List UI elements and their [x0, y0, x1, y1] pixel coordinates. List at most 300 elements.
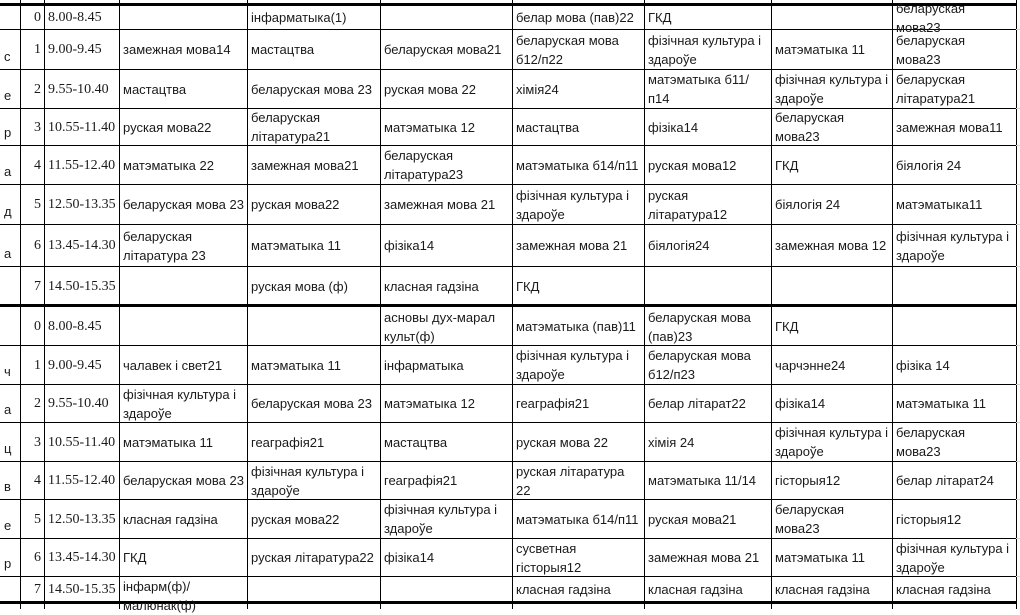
- lesson-cell-text: фізічная культура і здароўе: [384, 502, 498, 536]
- lesson-cell[interactable]: [381, 146, 512, 184]
- lesson-cell-text: фізічная культура і здароўе: [775, 425, 889, 459]
- lesson-number-cell-text: 0: [34, 10, 41, 25]
- lesson-cell[interactable]: [120, 462, 247, 499]
- lesson-cell-text: фізічная культура і здароўе: [123, 386, 237, 421]
- lesson-cell[interactable]: [248, 30, 380, 69]
- lesson-cell-text: матэматыка (пав)11: [516, 319, 636, 334]
- lesson-cell[interactable]: [645, 6, 771, 29]
- lesson-cell-text: беларуская мова21: [384, 42, 502, 57]
- lesson-time-cell[interactable]: [45, 462, 119, 499]
- lesson-cell[interactable]: [772, 30, 892, 69]
- lesson-cell[interactable]: [381, 30, 512, 69]
- lesson-cell[interactable]: [381, 385, 512, 422]
- lesson-cell[interactable]: [513, 423, 644, 461]
- lesson-number-cell[interactable]: [21, 30, 44, 69]
- lesson-cell[interactable]: [120, 423, 247, 461]
- day-letter-cell[interactable]: [1, 267, 20, 305]
- lesson-cell-text: фізіка14: [384, 550, 435, 565]
- lesson-cell-text: фізічная культура і здароўе: [516, 348, 630, 382]
- lesson-cell[interactable]: [772, 6, 892, 29]
- lesson-time-cell-text: 12.50-13.35: [48, 197, 116, 212]
- lesson-cell-text: інфарм(ф)/малюнак(ф): [123, 579, 196, 613]
- lesson-cell-text: замежная мова 21: [648, 550, 760, 565]
- lesson-cell-text: замежная мова 21: [516, 238, 628, 253]
- lesson-cell-text: фізічная культура і здароўе: [896, 228, 1010, 263]
- lesson-cell[interactable]: [772, 346, 892, 384]
- lesson-cell[interactable]: [893, 30, 1016, 69]
- lesson-time-cell[interactable]: [45, 539, 119, 576]
- lesson-time-cell-text: 10.55-11.40: [48, 119, 116, 135]
- lesson-cell[interactable]: [381, 185, 512, 224]
- lesson-time-cell[interactable]: [45, 70, 119, 108]
- lesson-cell-text: мастацтва: [123, 81, 187, 97]
- lesson-time-cell[interactable]: [45, 346, 119, 384]
- lesson-number-cell[interactable]: [21, 462, 44, 499]
- lesson-cell-text: руская мова22: [251, 511, 340, 527]
- lesson-cell[interactable]: [120, 146, 247, 184]
- lesson-cell[interactable]: [893, 308, 1016, 345]
- day-letter-cell[interactable]: [1, 539, 20, 576]
- lesson-cell[interactable]: [645, 385, 771, 422]
- lesson-cell[interactable]: [772, 267, 892, 305]
- lesson-cell[interactable]: [893, 462, 1016, 499]
- lesson-cell[interactable]: [120, 577, 247, 613]
- lesson-time-cell[interactable]: [45, 6, 119, 29]
- lesson-cell[interactable]: [513, 146, 644, 184]
- day-letter-cell[interactable]: [1, 30, 20, 69]
- excel-gridline: [1016, 184, 1020, 185]
- lesson-time-cell-text: 13.45-14.30: [48, 238, 116, 253]
- lesson-cell[interactable]: [893, 385, 1016, 422]
- lesson-cell[interactable]: [772, 385, 892, 422]
- lesson-cell-text: руская мова 22: [384, 81, 477, 97]
- lesson-cell[interactable]: [248, 462, 380, 499]
- lesson-cell-text: беларуская мова23: [896, 425, 966, 459]
- lesson-cell-text: матэматыка 11: [896, 396, 986, 411]
- lesson-cell[interactable]: [120, 30, 247, 69]
- lesson-cell[interactable]: [120, 6, 247, 29]
- lesson-cell[interactable]: [645, 577, 771, 601]
- excel-gridline: [1016, 422, 1020, 423]
- lesson-cell-text: хімія 24: [648, 434, 695, 450]
- lesson-cell[interactable]: [248, 185, 380, 224]
- lesson-time-cell-text: 11.55-12.40: [48, 473, 116, 488]
- lesson-cell-text: хімія24: [516, 81, 559, 97]
- lesson-cell-text: сусветная гісторыя12: [516, 540, 582, 575]
- lesson-cell-text: руская мова22: [251, 197, 340, 212]
- lesson-number-cell[interactable]: [21, 308, 44, 345]
- lesson-cell[interactable]: [381, 109, 512, 145]
- lesson-number-cell[interactable]: [21, 385, 44, 422]
- lesson-cell-text: матэматыка 11: [775, 550, 865, 565]
- day-letter-cell[interactable]: [1, 577, 20, 601]
- lesson-cell-text: беларуская мова б12/п22: [516, 32, 619, 67]
- lesson-cell[interactable]: [381, 225, 512, 266]
- lesson-cell[interactable]: [120, 225, 247, 266]
- lesson-cell-text: руская літаратура22: [251, 550, 374, 565]
- lesson-cell[interactable]: [513, 109, 644, 145]
- lesson-cell[interactable]: [772, 308, 892, 345]
- day-letter-cell[interactable]: [1, 70, 20, 108]
- excel-gridline: [1016, 224, 1020, 225]
- lesson-time-cell[interactable]: [45, 308, 119, 345]
- day-letter-cell[interactable]: [1, 462, 20, 499]
- lesson-cell[interactable]: [772, 577, 892, 601]
- lesson-cell-text: ГКД: [775, 157, 799, 173]
- lesson-cell-text: беларуская мова23: [896, 0, 966, 35]
- lesson-cell[interactable]: [248, 267, 380, 305]
- lesson-cell-text: геаграфія21: [516, 396, 590, 411]
- day-letter-cell-text: с: [4, 49, 11, 64]
- lesson-time-cell-text: 9.55-10.40: [48, 81, 109, 97]
- lesson-cell-text: класная гадзіна: [123, 511, 218, 527]
- lesson-number-cell-text: 7: [34, 581, 41, 597]
- lesson-cell[interactable]: [120, 500, 247, 538]
- day-letter-cell[interactable]: [1, 6, 20, 29]
- lesson-time-cell-text: 13.45-14.30: [48, 550, 116, 565]
- lesson-cell[interactable]: [513, 70, 644, 108]
- day-letter-cell-text: е: [4, 518, 12, 533]
- lesson-cell[interactable]: [120, 267, 247, 305]
- day-letter-cell-text: в: [4, 479, 11, 494]
- lesson-cell-text: ГКД: [775, 319, 799, 334]
- lesson-cell[interactable]: [645, 539, 771, 576]
- lesson-number-cell-text: 2: [34, 81, 41, 97]
- lesson-cell[interactable]: [248, 385, 380, 422]
- lesson-cell-text: матэматыка 12: [384, 119, 475, 135]
- lesson-cell[interactable]: [120, 308, 247, 345]
- day-letter-cell-text: д: [4, 204, 12, 219]
- lesson-time-cell[interactable]: [45, 146, 119, 184]
- excel-gridline: [1016, 266, 1020, 267]
- lesson-number-cell[interactable]: [21, 577, 44, 601]
- lesson-cell[interactable]: [248, 109, 380, 145]
- lesson-cell[interactable]: [645, 70, 771, 108]
- lesson-number-cell-text: 1: [34, 357, 41, 373]
- lesson-cell-text: матэматыка б14/п11: [516, 511, 639, 527]
- lesson-cell[interactable]: [645, 500, 771, 538]
- lesson-cell[interactable]: [645, 346, 771, 384]
- lesson-cell-text: замежная мова 12: [775, 238, 887, 253]
- lesson-cell[interactable]: [120, 109, 247, 145]
- lesson-time-cell-text: 12.50-13.35: [48, 511, 116, 527]
- lesson-number-cell[interactable]: [21, 225, 44, 266]
- day-letter-cell[interactable]: [1, 308, 20, 345]
- lesson-cell-text: класная гадзіна: [516, 581, 611, 597]
- lesson-cell[interactable]: [248, 6, 380, 29]
- lesson-cell-text: беларуская літаратура23: [384, 148, 464, 182]
- lesson-cell-text: матэматыка 11: [123, 434, 213, 450]
- lesson-cell[interactable]: [513, 385, 644, 422]
- lesson-cell-text: беларуская мова б12/п23: [648, 348, 751, 382]
- lesson-cell-text: матэматыка 12: [384, 396, 475, 411]
- lesson-cell-text: фізічная культура і здароўе: [648, 32, 762, 67]
- day-letter-cell[interactable]: [1, 500, 20, 538]
- lesson-time-cell-text: 9.55-10.40: [48, 396, 109, 411]
- lesson-cell[interactable]: [645, 185, 771, 224]
- lesson-number-cell-text: 4: [34, 473, 41, 488]
- lesson-time-cell-text: 10.55-11.40: [48, 434, 116, 450]
- lesson-cell[interactable]: [645, 308, 771, 345]
- lesson-cell[interactable]: [120, 385, 247, 422]
- lesson-cell[interactable]: [513, 6, 644, 29]
- lesson-cell[interactable]: [248, 346, 380, 384]
- lesson-cell-text: руская мова21: [648, 511, 737, 527]
- lesson-cell-text: класная гадзіна: [775, 581, 870, 597]
- lesson-number-cell-text: 2: [34, 396, 41, 411]
- lesson-time-cell-text: 11.55-12.40: [48, 157, 116, 173]
- lesson-cell[interactable]: [513, 500, 644, 538]
- lesson-cell-text: беларуская мова 23: [251, 81, 372, 97]
- lesson-number-cell-text: 5: [34, 197, 41, 212]
- lesson-cell-text: беларуская мова23: [775, 502, 845, 536]
- lesson-cell[interactable]: [893, 70, 1016, 108]
- lesson-cell-text: інфарматыка(1): [251, 10, 347, 25]
- lesson-cell[interactable]: [381, 70, 512, 108]
- lesson-cell-text: замежная мова14: [123, 42, 231, 57]
- excel-gridline: [1016, 345, 1020, 346]
- lesson-cell[interactable]: [248, 146, 380, 184]
- lesson-cell[interactable]: [893, 0, 1016, 35]
- lesson-time-cell[interactable]: [45, 577, 119, 601]
- excel-gridline: [1016, 384, 1020, 385]
- lesson-number-cell[interactable]: [21, 146, 44, 184]
- lesson-cell-text: класная гадзіна: [384, 278, 479, 294]
- lesson-cell[interactable]: [120, 346, 247, 384]
- lesson-time-cell-text: 14.50-15.35: [48, 278, 116, 294]
- lesson-cell[interactable]: [381, 500, 512, 538]
- day-letter-cell[interactable]: [1, 423, 20, 461]
- day-letter-cell-text: ч: [4, 364, 11, 379]
- lesson-number-cell-text: 4: [34, 157, 41, 173]
- lesson-cell[interactable]: [772, 462, 892, 499]
- grid-column-line: [1016, 0, 1017, 609]
- lesson-cell[interactable]: [513, 346, 644, 384]
- lesson-cell-text: беларуская літаратура21: [251, 110, 331, 144]
- lesson-cell-text: фізічная культура і здароўе: [896, 540, 1010, 575]
- lesson-cell[interactable]: [120, 185, 247, 224]
- lesson-cell-text: фізічная культура і здароўе: [775, 72, 889, 106]
- lesson-cell[interactable]: [893, 185, 1016, 224]
- lesson-cell-text: фізіка14: [648, 119, 699, 135]
- lesson-cell-text: замежная мова21: [251, 157, 359, 173]
- lesson-cell-text: біялогія24: [648, 238, 710, 253]
- lesson-cell-text: геаграфія21: [384, 473, 458, 488]
- lesson-number-cell[interactable]: [21, 267, 44, 305]
- lesson-cell[interactable]: [248, 500, 380, 538]
- lesson-cell[interactable]: [645, 109, 771, 145]
- lesson-cell-text: біялогія 24: [775, 197, 841, 212]
- day-letter-cell-text: е: [4, 88, 12, 103]
- lesson-time-cell[interactable]: [45, 500, 119, 538]
- lesson-cell-text: чалавек і свет21: [123, 357, 223, 373]
- lesson-cell-text: ГКД: [123, 550, 147, 565]
- lesson-number-cell-text: 6: [34, 238, 41, 253]
- lesson-cell-text: беларуская мова23: [775, 110, 845, 144]
- excel-gridline: [1016, 145, 1020, 146]
- lesson-cell[interactable]: [381, 423, 512, 461]
- lesson-cell[interactable]: [645, 30, 771, 69]
- lesson-cell[interactable]: [893, 423, 1016, 461]
- excel-gridline: [1016, 499, 1020, 500]
- lesson-cell[interactable]: [248, 308, 380, 345]
- lesson-cell-text: ГКД: [648, 10, 672, 25]
- lesson-cell[interactable]: [772, 539, 892, 576]
- day-letter-cell[interactable]: [1, 185, 20, 224]
- lesson-cell[interactable]: [513, 225, 644, 266]
- lesson-number-cell[interactable]: [21, 346, 44, 384]
- lesson-number-cell[interactable]: [21, 70, 44, 108]
- lesson-cell[interactable]: [645, 462, 771, 499]
- lesson-cell-text: руская мова22: [123, 119, 212, 135]
- lesson-cell[interactable]: [772, 146, 892, 184]
- lesson-cell[interactable]: [248, 423, 380, 461]
- lesson-time-cell[interactable]: [45, 225, 119, 266]
- excel-gridline: [1016, 29, 1020, 30]
- day-letter-cell[interactable]: [1, 385, 20, 422]
- lesson-cell-text: асновы дух-марал культ(ф): [384, 309, 496, 344]
- lesson-cell[interactable]: [645, 225, 771, 266]
- lesson-cell[interactable]: [513, 539, 644, 576]
- lesson-time-cell-text: 14.50-15.35: [48, 581, 116, 597]
- lesson-cell[interactable]: [513, 267, 644, 305]
- day-letter-cell[interactable]: [1, 346, 20, 384]
- lesson-cell-text: замежная мова 21: [384, 197, 496, 212]
- lesson-cell[interactable]: [772, 225, 892, 266]
- lesson-cell-text: мастацтва: [384, 434, 448, 450]
- lesson-time-cell[interactable]: [45, 185, 119, 224]
- day-letter-cell-text: ц: [4, 441, 12, 456]
- day-letter-cell[interactable]: [1, 146, 20, 184]
- lesson-number-cell[interactable]: [21, 109, 44, 145]
- lesson-cell-text: матэматыка 11: [251, 238, 341, 253]
- day-letter-cell[interactable]: [1, 109, 20, 145]
- lesson-number-cell-text: 1: [34, 42, 41, 57]
- lesson-cell[interactable]: [381, 577, 512, 601]
- day-letter-cell[interactable]: [1, 225, 20, 266]
- lesson-cell[interactable]: [381, 308, 512, 345]
- day-letter-cell-text: р: [4, 556, 12, 571]
- lesson-cell-text: замежная мова11: [896, 119, 1003, 135]
- lesson-cell-text: біялогія 24: [896, 157, 962, 173]
- lesson-time-cell[interactable]: [45, 267, 119, 305]
- lesson-cell-text: геаграфія21: [251, 434, 325, 450]
- lesson-cell[interactable]: [248, 539, 380, 576]
- lesson-cell[interactable]: [893, 109, 1016, 145]
- lesson-cell[interactable]: [893, 500, 1016, 538]
- lesson-cell[interactable]: [513, 308, 644, 345]
- day-letter-cell-text: а: [4, 164, 12, 179]
- lesson-cell[interactable]: [513, 30, 644, 69]
- lesson-time-cell-text: 8.00-8.45: [48, 319, 102, 334]
- lesson-cell-text: руская літаратура12: [648, 187, 728, 222]
- lesson-time-cell-text: 9.00-9.45: [48, 42, 102, 57]
- lesson-cell-text: інфарматыка: [384, 357, 464, 373]
- lesson-cell-text: белар мова (пав)22: [516, 10, 634, 25]
- lesson-cell-text: гісторыя12: [896, 511, 962, 527]
- lesson-cell-text: руская мова 22: [516, 434, 609, 450]
- lesson-cell[interactable]: [772, 500, 892, 538]
- lesson-time-cell-text: 8.00-8.45: [48, 10, 102, 25]
- lesson-cell-text: матэматыка 11/14: [648, 473, 757, 488]
- lesson-number-cell[interactable]: [21, 500, 44, 538]
- lesson-cell-text: руская мова12: [648, 157, 737, 173]
- lesson-cell[interactable]: [248, 577, 380, 601]
- lesson-cell-text: матэматыка б14/п11: [516, 157, 639, 173]
- lesson-cell[interactable]: [381, 346, 512, 384]
- lesson-cell[interactable]: [893, 267, 1016, 305]
- lesson-cell-text: матэматыка б11/п14: [648, 72, 750, 106]
- lesson-cell-text: беларуская мова 23: [123, 473, 244, 488]
- lesson-cell-text: фізічная культура і здароўе: [251, 463, 365, 498]
- lesson-cell-text: беларуская мова 23: [251, 396, 372, 411]
- day-letter-cell-text: а: [4, 246, 12, 261]
- lesson-time-cell-text: 9.00-9.45: [48, 357, 102, 373]
- lesson-cell[interactable]: [645, 146, 771, 184]
- lesson-cell[interactable]: [893, 577, 1016, 601]
- lesson-cell[interactable]: [893, 225, 1016, 266]
- lesson-cell-text: руская літаратура 22: [516, 463, 625, 498]
- lesson-cell[interactable]: [248, 225, 380, 266]
- lesson-cell-text: беларуская мова (пав)23: [648, 309, 751, 344]
- lesson-cell-text: фізічная культура і здароўе: [516, 187, 630, 222]
- lesson-cell[interactable]: [120, 539, 247, 576]
- lesson-cell[interactable]: [381, 267, 512, 305]
- lesson-time-cell[interactable]: [45, 30, 119, 69]
- lesson-cell[interactable]: [893, 146, 1016, 184]
- lesson-cell[interactable]: [772, 185, 892, 224]
- lesson-cell[interactable]: [381, 539, 512, 576]
- lesson-time-cell[interactable]: [45, 423, 119, 461]
- lesson-cell[interactable]: [381, 6, 512, 29]
- lesson-number-cell[interactable]: [21, 423, 44, 461]
- lesson-cell[interactable]: [645, 423, 771, 461]
- lesson-cell[interactable]: [513, 462, 644, 499]
- lesson-cell-text: матэматыка 22: [123, 157, 214, 173]
- lesson-cell[interactable]: [381, 462, 512, 499]
- lesson-cell[interactable]: [248, 70, 380, 108]
- lesson-cell-text: беларуская мова23: [896, 32, 966, 67]
- lesson-cell[interactable]: [772, 109, 892, 145]
- excel-gridline: [1016, 538, 1020, 539]
- lesson-number-cell-text: 3: [34, 119, 41, 135]
- excel-gridline: [1016, 576, 1020, 577]
- lesson-cell-text: беларуская мова 23: [123, 197, 244, 212]
- lesson-cell[interactable]: [120, 70, 247, 108]
- lesson-cell[interactable]: [893, 539, 1016, 576]
- lesson-cell[interactable]: [513, 577, 644, 601]
- lesson-cell-text: матэматыка11: [896, 197, 983, 212]
- excel-gridline: [1016, 69, 1020, 70]
- lesson-cell[interactable]: [645, 267, 771, 305]
- lesson-cell-text: класная гадзіна: [896, 581, 991, 597]
- lesson-cell[interactable]: [772, 423, 892, 461]
- lesson-time-cell[interactable]: [45, 109, 119, 145]
- lesson-cell-text: белар літарат24: [896, 473, 994, 488]
- lesson-cell[interactable]: [513, 185, 644, 224]
- lesson-cell-text: мастацтва: [251, 42, 315, 57]
- day-letter-cell-text: а: [4, 402, 12, 417]
- lesson-cell-text: белар літарат22: [648, 396, 746, 411]
- lesson-cell[interactable]: [772, 70, 892, 108]
- lesson-number-cell[interactable]: [21, 6, 44, 29]
- lesson-cell-text: чарчэнне24: [775, 357, 846, 373]
- lesson-number-cell[interactable]: [21, 539, 44, 576]
- lesson-number-cell[interactable]: [21, 185, 44, 224]
- lesson-cell[interactable]: [893, 346, 1016, 384]
- lesson-time-cell[interactable]: [45, 385, 119, 422]
- excel-gridline: [1016, 461, 1020, 462]
